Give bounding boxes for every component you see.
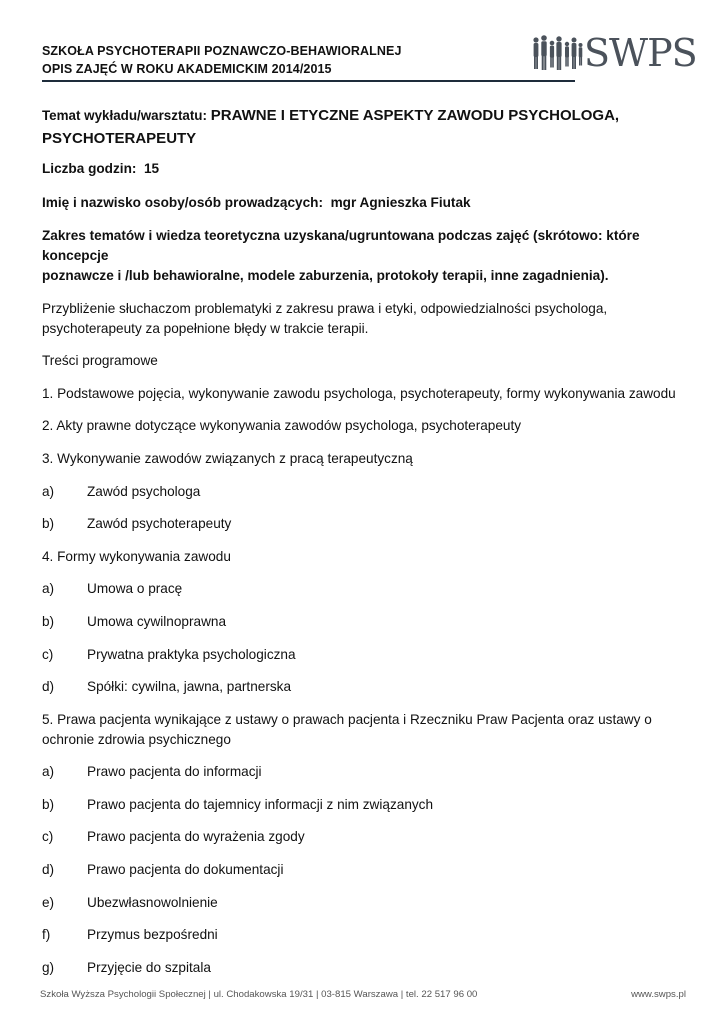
- section-4: 4. Formy wykonywania zawodu: [42, 548, 231, 564]
- course-year: OPIS ZAJĘĆ W ROKU AKADEMICKIM 2014/2015: [42, 62, 332, 76]
- list-text: Umowa o pracę: [87, 581, 183, 597]
- list-text: Prawo pacjenta do tajemnicy informacji z nim związanych: [87, 796, 434, 812]
- list-text: Zawód psychologa: [87, 483, 201, 499]
- section-5: [42, 710, 682, 750]
- people-silhouettes-icon: [530, 34, 584, 74]
- list-letter: b): [42, 613, 55, 629]
- footer-website: www.swps.pl: [631, 989, 686, 1000]
- list-letter: a): [42, 581, 55, 597]
- list-item: [42, 514, 682, 534]
- list-item: [42, 925, 682, 945]
- hours-line: [42, 159, 682, 179]
- intro-line2: psychoterapeuty za popełnione błędy w trakcie terapii.: [42, 320, 369, 336]
- list-letter: b): [42, 516, 55, 532]
- scope-heading: [42, 226, 682, 286]
- swps-logo: [530, 31, 697, 75]
- list-text: Zawód psychoterapeuty: [87, 516, 232, 532]
- document-header: [42, 42, 577, 78]
- logo-wordmark: SWPS: [584, 31, 697, 75]
- list-letter: d): [42, 679, 55, 695]
- list-text: Prawo pacjenta do dokumentacji: [87, 862, 284, 878]
- scope-heading-line2: poznawcze i /lub behawioralne, modele zaburzenia, protokoły terapii, inne zagadnienia).: [42, 267, 609, 283]
- list-letter: b): [42, 796, 55, 812]
- list-letter: g): [42, 959, 55, 975]
- school-name: SZKOŁA PSYCHOTERAPII POZNAWCZO-BEHAWIORALNEJ: [42, 44, 402, 58]
- section-5-line1: 5. Prawa pacjenta wynikające z ustawy o prawach pacjenta i Rzeczniku Praw Pacjenta oraz ustawy o: [42, 711, 652, 727]
- list-text: Ubezwłasnowolnienie: [87, 894, 218, 910]
- list-item: [42, 677, 682, 697]
- list-item: [42, 795, 682, 815]
- teacher-name: mgr Agnieszka Fiutak: [330, 194, 471, 210]
- list-letter: a): [42, 483, 55, 499]
- topic-title-line2: PSYCHOTERAPEUTY: [42, 130, 197, 147]
- list-letter: f): [42, 927, 51, 943]
- program-heading: Treści programowe: [42, 353, 158, 369]
- list-item: [42, 579, 682, 599]
- section-3: 3. Wykonywanie zawodów związanych z pracą terapeutyczną: [42, 450, 413, 466]
- document-body: [42, 104, 682, 990]
- section-1: 1. Podstawowe pojęcia, wykonywanie zawodu psychologa, psychoterapeuty, formy wykonywania zawodu: [42, 385, 676, 401]
- list-text: Przyjęcie do szpitala: [87, 959, 211, 975]
- list-item: [42, 482, 682, 502]
- list-text: Umowa cywilnoprawna: [87, 613, 227, 629]
- list-text: Spółki: cywilna, jawna, partnerska: [87, 679, 291, 695]
- intro-paragraph: [42, 299, 682, 339]
- topic-block: [42, 104, 682, 150]
- list-letter: e): [42, 894, 55, 910]
- list-text: Prywatna praktyka psychologiczna: [87, 646, 296, 662]
- list-item: [42, 827, 682, 847]
- list-letter: a): [42, 764, 55, 780]
- list-text: Przymus bezpośredni: [87, 927, 218, 943]
- hours-label: Liczba godzin:: [42, 161, 137, 176]
- section-5-line2: ochronie zdrowia psychicznego: [42, 731, 231, 747]
- footer-address: Szkoła Wyższa Psychologii Społecznej | ul. Chodakowska 19/31 | 03-815 Warszawa | tel. 22 517 96 00: [40, 989, 478, 1000]
- list-item: [42, 612, 682, 632]
- scope-heading-line1: Zakres tematów i wiedza teoretyczna uzyskana/ugruntowana podczas zajęć (skrótowo: które koncepcje: [42, 227, 640, 263]
- teacher-line: [42, 193, 682, 213]
- intro-line1: Przybliżenie słuchaczom problematyki z zakresu prawa i etyki, odpowiedzialności psychologa,: [42, 300, 608, 316]
- list-item: [42, 893, 682, 913]
- list-text: Prawo pacjenta do wyrażenia zgody: [87, 829, 305, 845]
- list-letter: c): [42, 646, 54, 662]
- list-item: [42, 762, 682, 782]
- topic-title-line1: PRAWNE I ETYCZNE ASPEKTY ZAWODU PSYCHOLOGA,: [210, 107, 620, 124]
- list-letter: d): [42, 862, 55, 878]
- list-item: [42, 958, 682, 978]
- list-letter: c): [42, 829, 54, 845]
- topic-label: Temat wykładu/warsztatu:: [42, 108, 207, 123]
- teacher-label: Imię i nazwisko osoby/osób prowadzących:: [42, 194, 324, 210]
- header-divider: [42, 80, 575, 82]
- list-item: [42, 860, 682, 880]
- list-item: [42, 645, 682, 665]
- section-2: 2. Akty prawne dotyczące wykonywania zawodów psychologa, psychoterapeuty: [42, 418, 522, 434]
- list-text: Prawo pacjenta do informacji: [87, 764, 262, 780]
- hours-value: 15: [143, 161, 160, 176]
